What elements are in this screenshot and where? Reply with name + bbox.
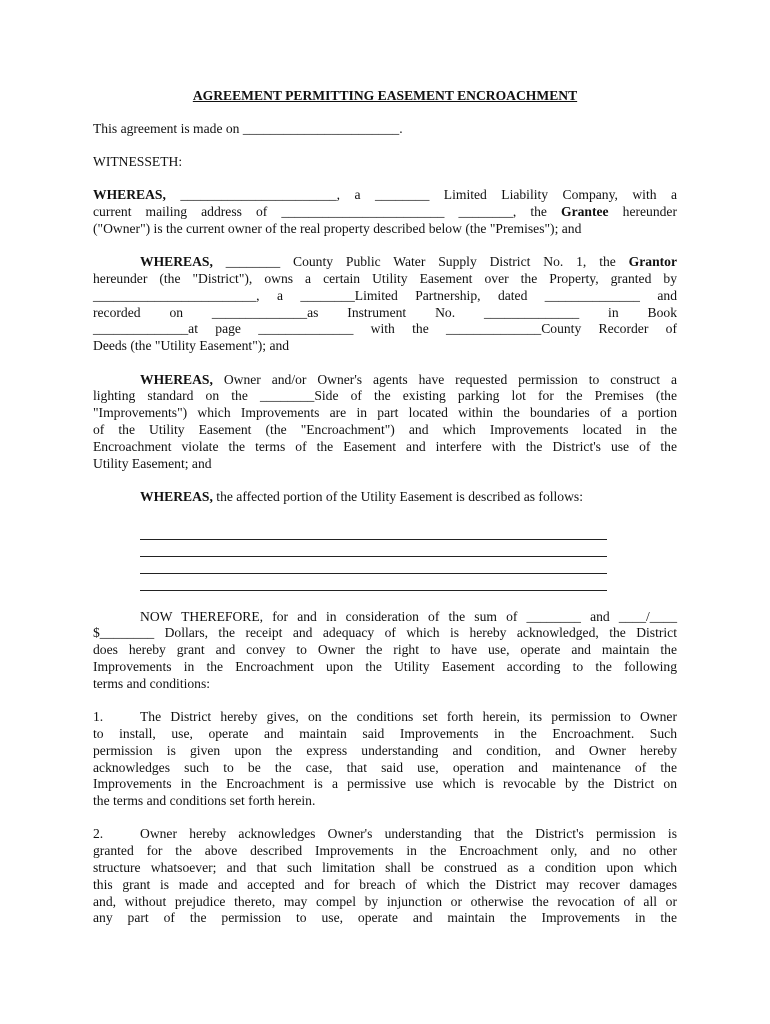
document-page — [93, 88, 677, 944]
whereas-4-text: the affected portion of the Utility Easement is described as follows: — [212, 488, 583, 504]
item-1-line-5: Improvements in the Encroachment is a permissive use which is revocable by the District on — [93, 776, 677, 792]
whereas-1-line-3: ("Owner") is the current owner of the real property described below (the "Premises"); and — [93, 220, 582, 236]
item-1-line-2: to install, use, operate and maintain said Improvements in the Encroachment. Such — [93, 725, 677, 741]
whereas-3-line-5: Encroachment violate the terms of the Easement and interfere with the District's use of the — [93, 438, 677, 454]
item-1-line-1 — [93, 709, 677, 726]
item-number: 2. — [93, 826, 104, 842]
whereas-paragraph-3 — [93, 372, 677, 473]
whereas-paragraph-2 — [93, 254, 677, 355]
whereas-2-line-2: hereunder (the "District"), owns a certain Utility Easement over the Property, granted by — [93, 271, 677, 287]
now-therefore-line-2: $________ Dollars, the receipt and adequacy of which is hereby acknowledged, the District — [93, 625, 677, 641]
whereas-paragraph-4 — [140, 489, 677, 506]
whereas-3-line-2: lighting standard on the ________Side of the existing parking lot for the Premises (the — [93, 388, 677, 404]
whereas-1-text: _______________________, a ________ Limited Liability Company, with a — [165, 187, 677, 203]
item-2-line-3: structure whatsoever; and that such limitation shall be construed as a condition upon which — [93, 860, 677, 875]
whereas-1-line-1 — [93, 187, 677, 204]
whereas-label: WHEREAS, — [93, 187, 166, 203]
whereas-1-line-2 — [93, 204, 677, 221]
whereas-1-text: hereunder — [608, 204, 677, 220]
whereas-1-text: current mailing address of ________________________ ________, the — [93, 204, 562, 220]
item-2-line-2: granted for the above described Improvements in the Encroachment only, and no other — [93, 843, 677, 859]
now-therefore-line-1: NOW THEREFORE, for and in consideration of the sum of ________ and ____/____ — [140, 608, 677, 624]
blank-line — [140, 574, 607, 591]
blank-line — [140, 523, 607, 540]
whereas-label: WHEREAS, — [140, 254, 213, 270]
whereas-3-line-4: of the Utility Easement (the "Encroachment") and which Improvements located in the — [93, 421, 677, 437]
whereas-3-line-3: "Improvements") which Improvements are in part located within the boundaries of a portion — [93, 405, 677, 421]
item-1-line-3: permission is given upon the express understanding and condition, and Owner hereby — [93, 742, 677, 758]
whereas-2-line-6: Deeds (the "Utility Easement"); and — [93, 338, 290, 354]
item-1-line-4: acknowledges such to be the case, that said use, operation and maintenance of the — [93, 759, 677, 775]
whereas-2-line-4: recorded on ______________as Instrument No. ______________ in Book — [93, 304, 677, 320]
whereas-2-text: ________ County Public Water Supply District No. 1, the — [212, 254, 629, 270]
whereas-label: WHEREAS, — [140, 488, 213, 504]
item-number: 1. — [93, 709, 104, 725]
item-1-text: The District hereby gives, on the conditions set forth herein, its permission to Owner — [140, 709, 677, 725]
whereas-paragraph-1 — [93, 187, 677, 237]
item-2-text: Owner hereby acknowledges Owner's understanding that the District's permission is — [140, 826, 677, 842]
item-2-line-1 — [93, 826, 677, 843]
whereas-3-line-1 — [93, 372, 677, 389]
now-therefore-line-4: Improvements in the Encroachment upon the Utility Easement according to the following — [93, 659, 677, 675]
numbered-item-1 — [93, 709, 677, 810]
blank-line — [140, 557, 607, 574]
grantor-term: Grantor — [628, 254, 677, 270]
item-2-line-5: and, without prejudice thereto, may compel by injunction or otherwise the revocation of all or — [93, 893, 677, 909]
grantee-term: Grantee — [561, 204, 609, 220]
document-title: AGREEMENT PERMITTING EASEMENT ENCROACHMENT — [192, 88, 578, 103]
whereas-2-line-3: ________________________, a ________Limited Partnership, dated ______________ and — [93, 287, 677, 303]
whereas-3-line-6: Utility Easement; and — [93, 455, 212, 471]
witnesseth-heading: WITNESSETH: — [93, 154, 183, 170]
intro-paragraph: This agreement is made on _______________________. — [93, 120, 403, 136]
whereas-3-text: Owner and/or Owner's agents have requested permission to construct a — [212, 371, 677, 387]
item-2-line-6: any part of the permission to use, operate and maintain the Improvements in the — [93, 910, 677, 926]
description-blank-lines — [140, 523, 607, 591]
now-therefore-line-5: terms and conditions: — [93, 675, 211, 691]
whereas-label: WHEREAS, — [140, 371, 213, 387]
now-therefore-paragraph — [93, 609, 677, 693]
whereas-2-line-1 — [93, 254, 677, 271]
numbered-item-2 — [93, 826, 677, 927]
item-2-line-4: this grant is made and accepted and for breach of which the District may recover damages — [93, 876, 677, 892]
item-1-line-6: the terms and conditions set forth herein. — [93, 793, 316, 809]
now-therefore-line-3: does hereby grant and convey to Owner the right to have use, operate and maintain the — [93, 642, 677, 658]
blank-line — [140, 540, 607, 557]
whereas-2-line-5: ______________at page ______________ with the ______________County Recorder of — [93, 321, 677, 337]
